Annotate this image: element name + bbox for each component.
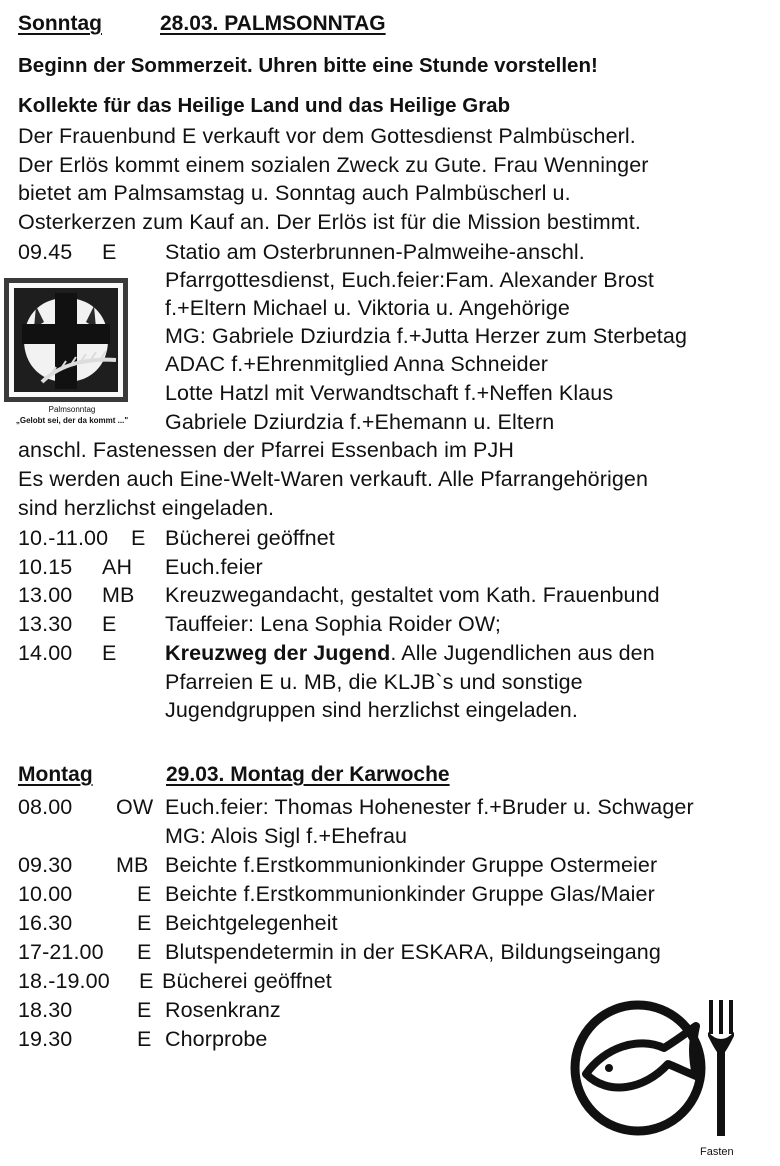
entry-text: Lotte Hatzl mit Verwandtschaft f.+Neffen Klaus [165,381,614,405]
sunday-collection: Kollekte für das Heilige Land und das Heilige Grab [18,94,511,117]
entry-text: Blutspendetermin in der ESKARA, Bildungseingang [165,940,661,964]
after-line: anschl. Fastenessen der Pfarrei Essenbach im PJH [18,438,514,462]
entry-text: Jugendgruppen sind herzlichst eingeladen. [165,698,578,722]
entry-time: 18.-19.00 [18,969,110,993]
entry-text: Kreuzwegandacht, gestaltet vom Kath. Frauenbund [165,583,660,607]
fasting-label: Fasten [700,1146,734,1158]
entry-text: Beichte f.Erstkommunionkinder Gruppe Ostermeier [165,853,658,877]
entry-text: Rosenkranz [165,998,281,1022]
intro-line: Osterkerzen zum Kauf an. Der Erlös ist für die Mission bestimmt. [18,210,641,234]
entry-time: 18.30 [18,998,73,1022]
intro-line: bietet am Palmsamstag u. Sonntag auch Palmbüscherl u. [18,181,571,205]
entry-place: MB [116,853,149,877]
entry-place: E [137,998,152,1022]
entry-time: 10.15 [18,555,73,579]
monday-day: Montag [18,763,93,786]
intro-line: Der Frauenbund E verkauft vor dem Gottesdienst Palmbüscherl. [18,124,636,148]
image-caption: Palmsonntag [48,405,96,414]
entry-text: Statio am Osterbrunnen-Palmweihe-anschl. [165,240,585,264]
after-line: sind herzlichst eingeladen. [18,496,275,520]
entry-text: Euch.feier [165,555,263,579]
monday-date-title: 29.03. Montag der Karwoche [166,763,450,786]
entry-place: E [131,526,146,550]
entry-text: Tauffeier: Lena Sophia Roider OW; [165,612,501,636]
entry-place: E [102,612,117,636]
entry-place: E [102,240,117,264]
entry-time: 08.00 [18,795,73,819]
entry-time: 09.45 [18,240,73,264]
image-caption: „Gelobt sei, der da kommt ..." [15,416,129,425]
youth-stations-title: Kreuzweg der Jugend [165,641,391,665]
entry-text: Bücherei geöffnet [162,969,332,993]
entry-time: 19.30 [18,1027,73,1051]
entry-place: MB [102,583,135,607]
entry-place: AH [102,555,133,579]
entry-time: 14.00 [18,641,73,665]
entry-place: E [137,1027,152,1051]
entry-text-rest: . Alle Jugendlichen aus den [390,641,655,665]
entry-text: Beichte f.Erstkommunionkinder Gruppe Glas/Maier [165,882,655,906]
entry-time: 16.30 [18,911,73,935]
entry-place: E [137,882,152,906]
entry-place: OW [116,795,154,819]
entry-place: E [102,641,117,665]
entry-text: MG: Gabriele Dziurdzia f.+Jutta Herzer zum Sterbetag [165,324,687,348]
entry-text: ADAC f.+Ehrenmitglied Anna Schneider [165,352,549,376]
entry-time: 10.-11.00 [18,526,109,550]
entry-time: 17-21.00 [18,940,104,964]
sunday-notice: Beginn der Sommerzeit. Uhren bitte eine Stunde vorstellen! [18,54,598,77]
sunday-date-title: 28.03. PALMSONNTAG [160,12,386,35]
entry-time: 13.00 [18,583,73,607]
entry-time: 10.00 [18,882,73,906]
after-line: Es werden auch Eine-Welt-Waren verkauft. Alle Pfarrangehörigen [18,467,649,491]
sunday-day: Sonntag [18,12,102,35]
entry-place: E [137,911,152,935]
entry-text: Pfarrgottesdienst, Euch.feier:Fam. Alexander Brost [165,268,654,292]
fasting-icon [568,992,748,1142]
entry-text: Bücherei geöffnet [165,526,335,550]
entry-text: Chorprobe [165,1027,268,1051]
palm-sunday-image [4,278,128,402]
entry-place: E [139,969,154,993]
entry-text: Beichtgelegenheit [165,911,338,935]
entry-text: Pfarreien E u. MB, die KLJB`s und sonstige [165,670,583,694]
entry-text [165,641,655,666]
entry-text: MG: Alois Sigl f.+Ehefrau [165,824,408,848]
entry-time: 09.30 [18,853,73,877]
entry-time: 13.30 [18,612,73,636]
entry-place: E [137,940,152,964]
entry-text: Gabriele Dziurdzia f.+Ehemann u. Eltern [165,410,555,434]
intro-line: Der Erlös kommt einem sozialen Zweck zu Gute. Frau Wenninger [18,153,649,177]
entry-text: f.+Eltern Michael u. Viktoria u. Angehörige [165,296,570,320]
entry-text: Euch.feier: Thomas Hohenester f.+Bruder u. Schwager [165,795,694,819]
